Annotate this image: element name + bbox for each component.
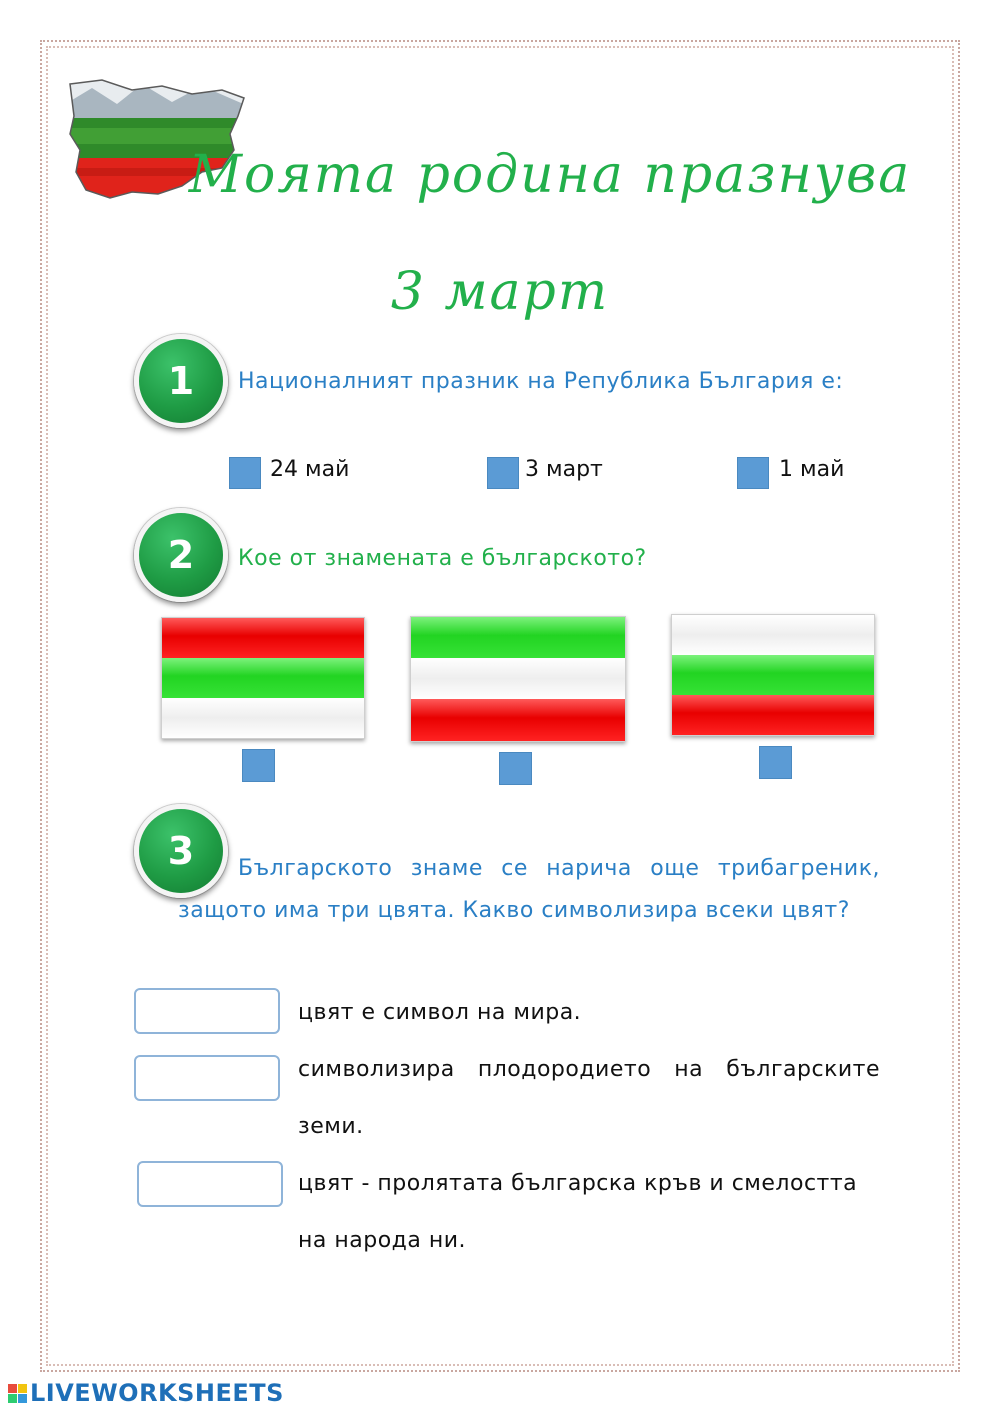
answer-input-white[interactable] [134,988,280,1034]
option-label-3-march: 3 март [525,457,603,482]
option-checkbox-24-may[interactable] [229,457,261,489]
flag-option-1 [161,617,365,739]
flag-stripe-white [162,698,364,738]
footer-brand [8,1380,284,1406]
flag-stripe-white [411,658,625,699]
answer-2-line2: земи. [298,1114,364,1139]
option-label-24-may: 24 май [270,457,350,482]
option-checkbox-3-march[interactable] [487,457,519,489]
flag-checkbox-2[interactable] [499,752,532,785]
question-1-text: Националният празник на Република България е: [238,369,844,394]
answer-1-line1: цвят е символ на мира. [298,1000,582,1025]
question-2-text: Кое от знамената е българското? [238,546,647,571]
answer-3-line1: цвят - пролятата българска кръв и смелостта [298,1171,858,1196]
answer-text-3 [298,1155,880,1269]
flag-stripe-green [411,617,625,658]
flag-option-3 [671,614,875,736]
answer-input-green[interactable] [134,1055,280,1101]
question-3-line1: Българското знаме се нарича още трибагреник, [238,856,880,881]
question-number-badge-2: 2 [134,508,228,602]
flag-stripe-red [411,699,625,741]
flag-stripe-red [162,618,364,658]
flag-checkbox-3[interactable] [759,746,792,779]
flag-checkbox-1[interactable] [242,749,275,782]
flag-stripe-white [672,615,874,655]
option-checkbox-1-may[interactable] [737,457,769,489]
answer-3-line2: на народа ни. [298,1228,467,1253]
question-3-line2: защото има три цвята. Какво символизира всеки цвят? [178,898,850,923]
flag-stripe-green [162,658,364,698]
flag-option-2 [410,616,626,742]
page-title-line2: 3 март [390,262,610,322]
option-label-1-may: 1 май [779,457,845,482]
flag-stripe-green [672,655,874,695]
liveworksheets-logo-icon [8,1384,27,1403]
answer-input-red[interactable] [137,1161,283,1207]
question-number-badge-1: 1 [134,334,228,428]
answer-text-2 [298,1041,880,1155]
flag-stripe-red [672,695,874,735]
answer-2-line1: символизира плодородието на българските [298,1057,880,1082]
page-title-line1: Моята родина празнува [188,145,912,205]
question-number-badge-3: 3 [134,804,228,898]
answer-text-1 [298,984,880,1041]
question-3-text [178,848,880,932]
footer-brand-text: LIVEWORKSHEETS [30,1379,284,1407]
